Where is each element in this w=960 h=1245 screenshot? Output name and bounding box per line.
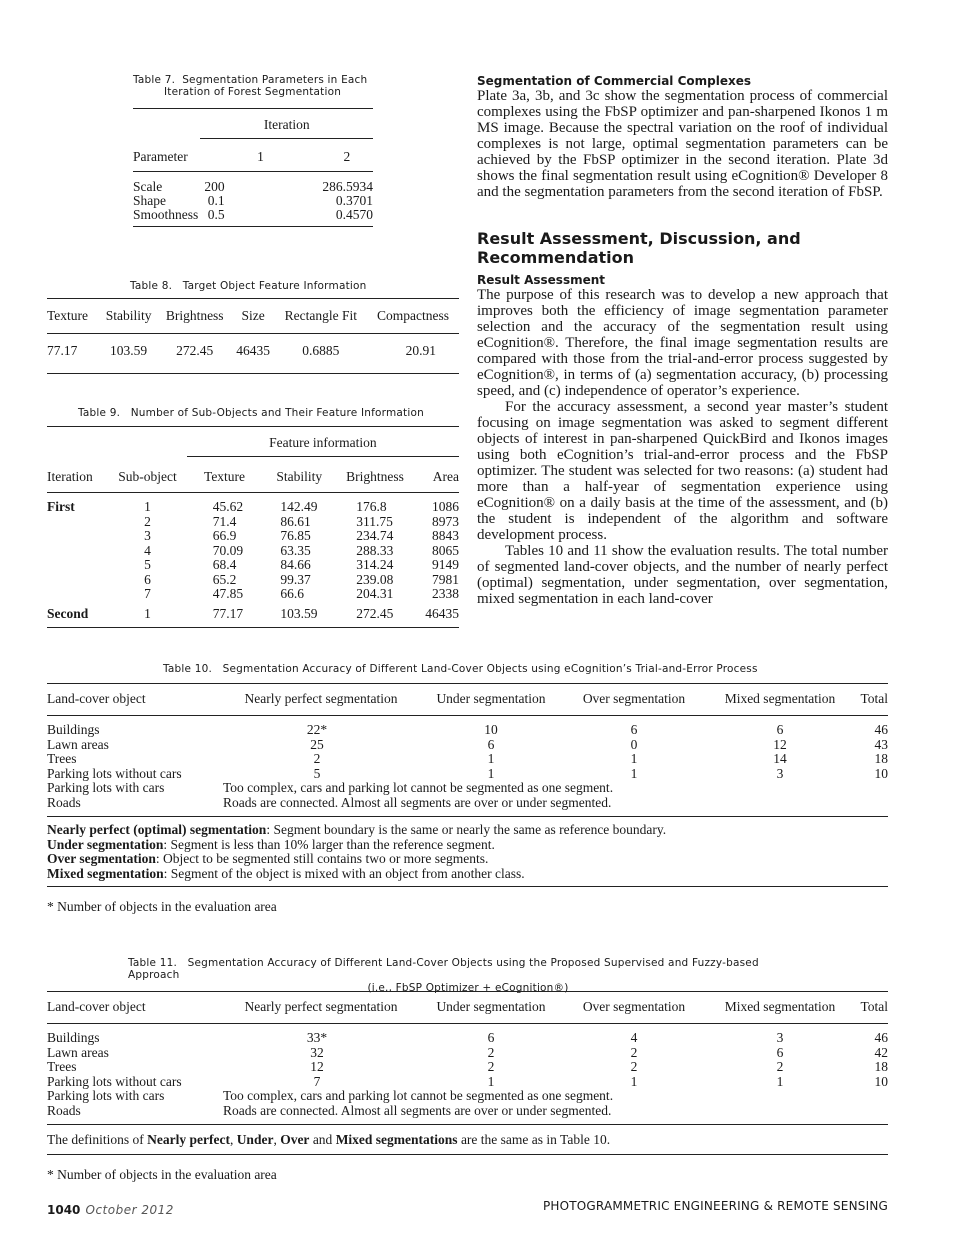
table9-cell-iteration: First bbox=[47, 499, 75, 514]
table7-caption-line1: Segmentation Parameters in Each bbox=[182, 74, 368, 86]
table11-cell: 2 bbox=[630, 1044, 638, 1060]
table10-cell: 6 bbox=[487, 736, 495, 752]
table10-header-cell: Under segmentation bbox=[436, 691, 546, 706]
table9-row bbox=[47, 587, 459, 602]
table8-header-row bbox=[47, 299, 459, 334]
table10-cell: 46 bbox=[874, 722, 888, 737]
table11-cell: 32 bbox=[310, 1044, 324, 1060]
table10-cell-note: Roads are connected. Almost all segments are over or under segmented. bbox=[223, 794, 612, 810]
table11-cell: 1 bbox=[487, 1073, 495, 1089]
table11-cell: 6 bbox=[776, 1044, 784, 1060]
table7-body bbox=[133, 172, 373, 227]
table10-span-row bbox=[47, 796, 888, 817]
paragraph-3: Tables 10 and 11 show the evaluation results. The total number of segmented land-cover objects, and the number of nearly perfect (optimal) segmentation, under segmentation, over segmentation, mixed segmentation in each land-cover bbox=[477, 543, 888, 607]
table10-cell-object: Roads bbox=[47, 794, 81, 810]
table9-cell-iteration bbox=[47, 544, 108, 559]
table11-cell: 2 bbox=[630, 1059, 638, 1074]
table9-cell-iteration bbox=[47, 515, 108, 530]
table11-caption bbox=[128, 957, 808, 994]
table11-cell: 2 bbox=[487, 1059, 495, 1074]
table9-cell: 77.17 bbox=[212, 605, 244, 621]
table8 bbox=[47, 298, 459, 374]
table8-header-cell: Stability bbox=[105, 308, 152, 323]
table10-cell: 5 bbox=[313, 765, 321, 781]
table11-row bbox=[47, 1046, 888, 1061]
table10-header-cell: Mixed segmentation bbox=[724, 691, 836, 706]
table9-cell: 76.85 bbox=[280, 528, 311, 543]
table11-row bbox=[47, 1075, 888, 1090]
table10-cell: 22* bbox=[306, 722, 328, 737]
table11-span-row bbox=[47, 1089, 888, 1104]
table7-cell-v2: 0.4570 bbox=[335, 207, 373, 222]
table10-cell: 10 bbox=[484, 722, 498, 737]
table11 bbox=[47, 991, 888, 1183]
table11-body bbox=[47, 1024, 888, 1125]
table9-cell: 1 bbox=[144, 605, 151, 621]
table9-cell: 86.61 bbox=[280, 513, 311, 529]
table7-cell-v1: 0.5 bbox=[207, 207, 225, 222]
table11-note-post: are the same as in Table 10. bbox=[457, 1132, 611, 1147]
table9-cell: 311.75 bbox=[356, 513, 393, 529]
table10-span-row bbox=[47, 781, 888, 796]
table9-cell: 68.4 bbox=[212, 557, 237, 572]
right-column bbox=[477, 74, 888, 607]
table7-cell-v1: 200 bbox=[204, 179, 225, 194]
table10-cell-object: Buildings bbox=[47, 722, 100, 737]
table10-header-cell: Total bbox=[860, 691, 888, 706]
table10-definition-text: : Segment boundary is the same or nearly the same as reference boundary. bbox=[266, 822, 667, 837]
table8-value-cell: 0.6885 bbox=[302, 343, 340, 358]
table9-cell-iteration bbox=[47, 558, 108, 573]
table9-cell: 9149 bbox=[432, 557, 459, 572]
table8-value-cell: 103.59 bbox=[110, 343, 148, 358]
table11-note-term4: Mixed segmentations bbox=[335, 1132, 458, 1147]
table10 bbox=[47, 683, 888, 915]
table10-cell: 3 bbox=[776, 765, 784, 781]
section-heading-result: Result Assessment, Discussion, and Recommendation bbox=[477, 229, 801, 267]
table10-definition-text: : Segment of the object is mixed with an object from another class. bbox=[163, 865, 525, 881]
table11-note-sep3: and bbox=[309, 1132, 336, 1147]
table9-caption bbox=[78, 407, 424, 419]
table9-cell: 3 bbox=[144, 528, 151, 543]
table9-cell: 204.31 bbox=[356, 586, 394, 601]
table10-label: Table 10. bbox=[163, 663, 212, 675]
subheading-result-assessment: Result Assessment bbox=[477, 273, 606, 287]
table9-cell: 7 bbox=[144, 586, 151, 601]
table10-definition bbox=[47, 867, 888, 882]
table9-row bbox=[47, 493, 459, 515]
table9-row bbox=[47, 558, 459, 573]
table9-header-cell: Area bbox=[432, 469, 459, 484]
table11-cell: 46 bbox=[874, 1030, 888, 1045]
table9-cell: 288.33 bbox=[356, 542, 394, 558]
table9-cell: 234.74 bbox=[356, 528, 394, 543]
table11-cell-object: Trees bbox=[47, 1059, 77, 1074]
table7-cell-param: Shape bbox=[133, 193, 166, 208]
table9 bbox=[47, 426, 459, 628]
table7-cell-v2: 0.3701 bbox=[335, 193, 373, 208]
table11-header-row bbox=[47, 992, 888, 1024]
table11-cell: 2 bbox=[487, 1044, 495, 1060]
table10-cell: 1 bbox=[630, 751, 638, 766]
table9-cell: 7981 bbox=[432, 571, 459, 587]
table7-caption-line2: Iteration of Forest Segmentation bbox=[164, 86, 342, 98]
table7-cell-v1: 0.1 bbox=[207, 193, 225, 208]
table11-header-cell: Nearly perfect segmentation bbox=[244, 999, 398, 1014]
table10-caption bbox=[163, 663, 758, 675]
table10-cell: 1 bbox=[487, 751, 495, 766]
table9-row bbox=[47, 573, 459, 588]
table9-cell: 176.8 bbox=[356, 499, 387, 514]
table9-cell: 99.37 bbox=[280, 571, 311, 587]
table11-note-term1: Nearly perfect bbox=[147, 1132, 230, 1147]
table11-row bbox=[47, 1060, 888, 1075]
table9-group-header: Feature information bbox=[187, 435, 459, 457]
table11-cell-note: Too complex, cars and parking lot cannot be segmented as one segment. bbox=[223, 1088, 614, 1103]
table7-cell-v2: 286.5934 bbox=[322, 179, 373, 194]
table10-definition-term: Over segmentation bbox=[47, 851, 156, 866]
table10-cell: 6 bbox=[776, 722, 784, 737]
table7-col-param: Parameter bbox=[133, 148, 188, 164]
table11-cell: 18 bbox=[874, 1059, 888, 1074]
page-footer-left bbox=[47, 1199, 174, 1218]
table10-cell: 12 bbox=[773, 736, 787, 752]
table8-header-cell: Brightness bbox=[165, 308, 224, 323]
table11-grid bbox=[47, 991, 888, 1125]
table7-cell-param: Smoothness bbox=[133, 207, 199, 222]
table11-cell: 7 bbox=[313, 1073, 321, 1089]
table10-definition-term: Mixed segmentation bbox=[47, 865, 164, 881]
table9-cell: 46435 bbox=[425, 605, 459, 621]
table11-footnote: * Number of objects in the evaluation area bbox=[47, 1167, 277, 1182]
table10-cell: 18 bbox=[874, 751, 888, 766]
table7-row bbox=[133, 194, 373, 208]
table9-cell: 5 bbox=[144, 557, 151, 572]
table9-cell: 103.59 bbox=[280, 605, 318, 621]
table11-cell: 10 bbox=[874, 1073, 888, 1089]
table10-row bbox=[47, 716, 888, 738]
table8-value-cell: 20.91 bbox=[405, 343, 436, 358]
table11-header-cell: Total bbox=[860, 999, 888, 1014]
table9-header-cell: Brightness bbox=[346, 469, 404, 484]
table10-footnote: * Number of objects in the evaluation area bbox=[47, 899, 277, 914]
table8-value-cell: 272.45 bbox=[176, 343, 214, 358]
table9-header-cell: Sub-object bbox=[118, 468, 177, 484]
issue-date: October 2012 bbox=[85, 1203, 174, 1217]
table9-cell: 272.45 bbox=[356, 605, 394, 621]
table8-header-cell: Rectangle Fit bbox=[284, 308, 358, 323]
table10-cell: 14 bbox=[773, 751, 787, 766]
table11-note-term2: Under bbox=[236, 1132, 274, 1147]
table10-cell-object: Lawn areas bbox=[47, 736, 109, 752]
table9-cell: 71.4 bbox=[212, 513, 237, 529]
table10-cell: 25 bbox=[310, 736, 324, 752]
table8-header-cell: Size bbox=[241, 308, 265, 323]
section-heading-commercial: Segmentation of Commercial Complexes bbox=[477, 74, 751, 88]
table9-cell: 6 bbox=[144, 571, 151, 587]
table11-note-sep2: , bbox=[273, 1132, 281, 1147]
table9-cell: 1 bbox=[144, 499, 151, 514]
table9-row bbox=[47, 544, 459, 559]
table9-cell: 8973 bbox=[432, 513, 459, 529]
table10-caption-text: Segmentation Accuracy of Different Land-Cover Objects using eCognition’s Trial-and-Error Process bbox=[222, 663, 758, 675]
table11-cell: 1 bbox=[776, 1073, 784, 1089]
table10-cell-object: Parking lots without cars bbox=[47, 765, 182, 781]
table9-cell: 1086 bbox=[432, 499, 459, 514]
paragraph-2: For the accuracy assessment, a second year master’s student focusing on image segmentation was asked to segment different objects of interest in pan-sharpened QuickBird and Ikonos images using both eCognition’s trial-and-error process and the FbSP optimizer. The student was selected for two reasons: (a) student had more than a half-year of segmentation experience using eCognition® on a daily basis at the time of the assessment, and (b) the student is independent of the algorithm and software development process. bbox=[477, 399, 888, 543]
table10-cell: 6 bbox=[630, 722, 638, 737]
table11-note-pre: The definitions of bbox=[47, 1132, 148, 1147]
table10-cell-object: Parking lots with cars bbox=[47, 780, 165, 795]
table10-header-row bbox=[47, 684, 888, 716]
table10-definition bbox=[47, 823, 888, 838]
table9-cell-iteration: Second bbox=[47, 605, 89, 621]
table9-cell: 84.66 bbox=[280, 557, 311, 572]
table9-header-cell: Stability bbox=[276, 469, 323, 484]
table8-value-row bbox=[47, 334, 459, 374]
table11-span-row bbox=[47, 1104, 888, 1125]
table10-header-cell: Land-cover object bbox=[47, 691, 146, 706]
table11-cell: 1 bbox=[630, 1073, 638, 1089]
table11-cell: 12 bbox=[310, 1059, 324, 1074]
table9-cell: 70.09 bbox=[212, 542, 244, 558]
table11-cell-object: Lawn areas bbox=[47, 1044, 109, 1060]
table9-cell: 4 bbox=[144, 542, 151, 558]
table11-row bbox=[47, 1024, 888, 1046]
table10-cell: 2 bbox=[313, 751, 321, 766]
table9-label: Table 9. bbox=[78, 407, 121, 419]
table9-cell: 66.9 bbox=[212, 528, 237, 543]
table11-header-cell: Over segmentation bbox=[582, 999, 686, 1014]
journal-name: PHOTOGRAMMETRIC ENGINEERING & REMOTE SENSING bbox=[542, 1199, 888, 1213]
table11-header-cell: Land-cover object bbox=[47, 999, 146, 1014]
table11-cell: 2 bbox=[776, 1059, 784, 1074]
table10-row bbox=[47, 767, 888, 782]
table10-row bbox=[47, 738, 888, 753]
table11-cell: 6 bbox=[487, 1030, 495, 1045]
table9-cell: 239.08 bbox=[356, 571, 394, 587]
table10-header-cell: Over segmentation bbox=[582, 691, 686, 706]
table11-cell-object: Roads bbox=[47, 1102, 81, 1118]
table9-cell-iteration bbox=[47, 529, 108, 544]
table9-cell: 8065 bbox=[432, 542, 459, 558]
table11-cell: 33* bbox=[306, 1030, 328, 1045]
table10-definition bbox=[47, 852, 888, 867]
table8-header-cell: Texture bbox=[47, 308, 89, 323]
table9-caption-text: Number of Sub-Objects and Their Feature Information bbox=[130, 407, 424, 419]
table7-group-header: Iteration bbox=[200, 117, 373, 139]
table11-note-term3: Over bbox=[280, 1132, 310, 1147]
table7-label: Table 7. bbox=[133, 74, 176, 86]
table8-caption-text: Target Object Feature Information bbox=[182, 280, 367, 292]
table10-definition-term: Under segmentation bbox=[47, 836, 164, 852]
table7 bbox=[133, 108, 373, 227]
table9-cell: 66.6 bbox=[280, 586, 304, 601]
table10-definition-term: Nearly perfect (optimal) segmentation bbox=[47, 822, 267, 837]
table9-header-cell: Iteration bbox=[47, 468, 93, 484]
table9-row bbox=[47, 515, 459, 530]
table10-cell-object: Trees bbox=[47, 751, 77, 766]
table10-cell: 43 bbox=[874, 736, 888, 752]
table9-header-row bbox=[47, 457, 459, 493]
table10-cell: 0 bbox=[630, 736, 638, 752]
table9-cell: 45.62 bbox=[212, 499, 244, 514]
table7-cell-param: Scale bbox=[133, 179, 163, 194]
table11-cell: 42 bbox=[874, 1044, 888, 1060]
table10-header-cell: Nearly perfect segmentation bbox=[244, 691, 398, 706]
table9-cell: 142.49 bbox=[280, 499, 318, 514]
table10-cell-note: Too complex, cars and parking lot cannot be segmented as one segment. bbox=[223, 780, 614, 795]
table8-label: Table 8. bbox=[130, 280, 173, 292]
table11-caption-line2: (i.e., FbSP Optimizer + eCognition®) bbox=[367, 982, 569, 994]
table10-row bbox=[47, 752, 888, 767]
table10-definition-text: : Segment is less than 10% larger than the reference segment. bbox=[163, 836, 495, 852]
table9-cell: 2338 bbox=[432, 586, 459, 601]
table9-cell: 8843 bbox=[432, 528, 459, 543]
table9-cell: 314.24 bbox=[356, 557, 394, 572]
table8-value-cell: 77.17 bbox=[47, 343, 78, 358]
table7-row bbox=[133, 208, 373, 227]
table10-body bbox=[47, 716, 888, 817]
table8-header-cell: Compactness bbox=[377, 308, 450, 323]
table7-row bbox=[133, 172, 373, 195]
table8-caption bbox=[130, 280, 367, 292]
table11-cell-object: Parking lots with cars bbox=[47, 1088, 165, 1103]
table9-cell: 2 bbox=[144, 513, 151, 529]
table11-header-cell: Mixed segmentation bbox=[724, 999, 836, 1014]
section-text-commercial: Plate 3a, 3b, and 3c show the segmentation process of commercial complexes using the FbSP optimizer and pan-sharpened Ikonos 1 m MS image. Because the spectral variation on the roof of individual complexes is not large, optimal segmentation parameters can be achieved by the FbSP optimizer in the second iteration. Plate 3d shows the final segmentation result using eCognition® Developer 8 and the segmentation parameters from the second iteration of FbSP. bbox=[477, 88, 888, 200]
table11-note-sep1: , bbox=[229, 1132, 237, 1147]
page-number: 1040 bbox=[47, 1203, 81, 1217]
table11-header-cell: Under segmentation bbox=[436, 999, 546, 1014]
table11-note bbox=[47, 1125, 888, 1155]
table8-value-cell: 46435 bbox=[236, 343, 270, 358]
table9-row bbox=[47, 529, 459, 544]
table10-cell: 1 bbox=[630, 765, 638, 781]
table10-cell: 1 bbox=[487, 765, 495, 781]
table9-cell: 47.85 bbox=[212, 586, 244, 601]
table9-cell: 65.2 bbox=[212, 571, 237, 587]
table7-col-2: 2 bbox=[343, 149, 351, 164]
table10-definition bbox=[47, 838, 888, 853]
table9-row bbox=[47, 602, 459, 628]
table11-label: Table 11. bbox=[128, 957, 177, 969]
table11-cell: 4 bbox=[630, 1030, 638, 1045]
table10-grid bbox=[47, 683, 888, 817]
table11-cell-note: Roads are connected. Almost all segments are over or under segmented. bbox=[223, 1102, 612, 1118]
table9-cell: 63.35 bbox=[280, 542, 311, 558]
table10-definition-text: : Object to be segmented still contains two or more segments. bbox=[155, 851, 489, 866]
table10-definitions bbox=[47, 817, 888, 887]
table10-cell: 10 bbox=[874, 765, 888, 781]
table7-col-1: 1 bbox=[257, 149, 264, 164]
table9-cell-iteration bbox=[47, 587, 108, 602]
table9-body bbox=[47, 493, 459, 628]
table11-cell-object: Buildings bbox=[47, 1030, 100, 1045]
table11-cell: 3 bbox=[776, 1030, 784, 1045]
paragraph-1: The purpose of this research was to develop a new approach that improves both the efficiency of image segmentation parameter selection and the accuracy of the segmentation result using eCognition®. Therefore, the final image segmentation results are compared with those from the trial-and-error process suggested by eCognition®, in terms of (a) segmentation accuracy, (b) processing speed, and (c) independence of operator’s experience. bbox=[477, 287, 888, 399]
table7-caption bbox=[133, 74, 373, 98]
table11-cell-object: Parking lots without cars bbox=[47, 1073, 182, 1089]
table9-header-cell: Texture bbox=[204, 469, 246, 484]
table11-caption-line1: Segmentation Accuracy of Different Land-Cover Objects using the Proposed Supervised and Fuzzy-based Approach bbox=[128, 957, 759, 981]
table9-cell-iteration bbox=[47, 573, 108, 588]
